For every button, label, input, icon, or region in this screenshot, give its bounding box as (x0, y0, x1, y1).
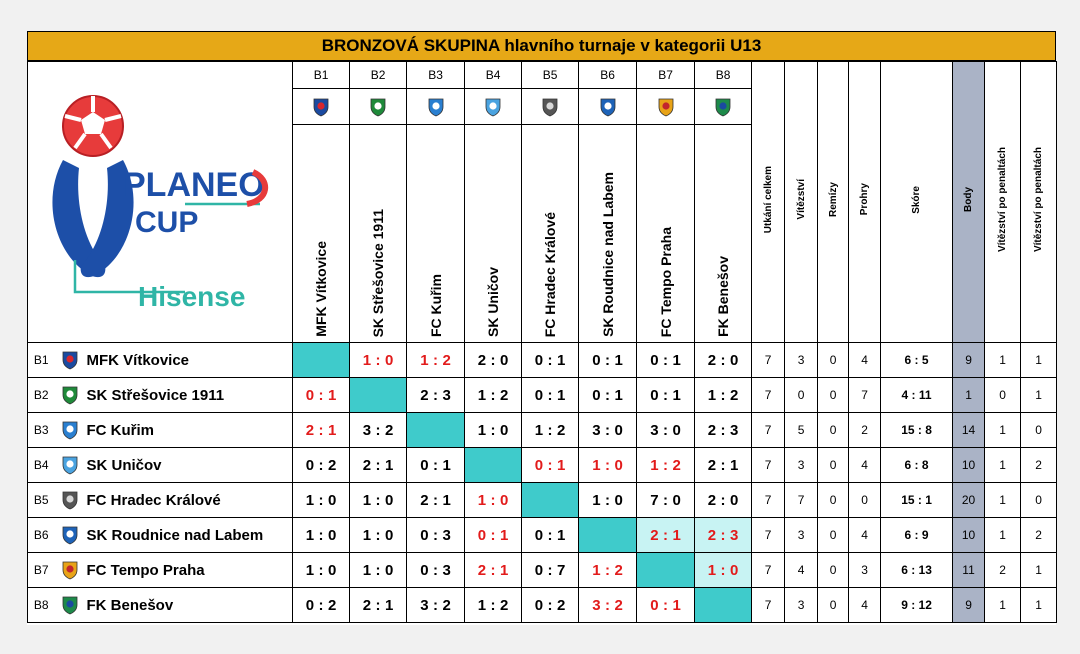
stat-header-pen-wins-a (985, 62, 1021, 343)
match-result: 1 : 2 (522, 413, 579, 448)
stat-header-pen-wins-b (1021, 62, 1057, 343)
column-code-b3: B3 (407, 62, 465, 89)
stat-draws: 0 (818, 483, 849, 518)
column-crest (695, 89, 752, 125)
column-team-name (522, 125, 579, 343)
stat-played: 7 (752, 518, 785, 553)
match-result: 0 : 1 (637, 378, 695, 413)
planeo-cup-logo (28, 62, 293, 343)
column-team-name-label: SK Střešovice 1911 (370, 208, 387, 337)
stat-pen-wins-a: 1 (985, 518, 1021, 553)
stat-draws: 0 (818, 448, 849, 483)
row-team-name: MFK Vítkovice (85, 343, 293, 378)
stat-draws: 0 (818, 588, 849, 623)
column-code-b2: B2 (350, 62, 407, 89)
fc-tempo-praha-crest-icon (61, 560, 79, 580)
column-code-b7: B7 (637, 62, 695, 89)
column-crest (293, 89, 350, 125)
stat-losses: 2 (849, 413, 881, 448)
sk-unicov-crest-icon (484, 97, 502, 117)
match-result: 0 : 7 (522, 553, 579, 588)
column-crest (637, 89, 695, 125)
stat-draws: 0 (818, 378, 849, 413)
column-team-name-label: FC Kuřim (427, 274, 444, 337)
stat-wins: 0 (785, 378, 818, 413)
stat-pen-wins-b: 1 (1021, 588, 1057, 623)
match-result: 0 : 1 (522, 343, 579, 378)
match-result: 0 : 1 (579, 343, 637, 378)
stat-wins: 3 (785, 448, 818, 483)
row-code: B1 (28, 343, 55, 378)
stat-header-score (881, 62, 953, 343)
diagonal-cell (695, 588, 752, 623)
stat-played: 7 (752, 588, 785, 623)
stat-losses: 4 (849, 588, 881, 623)
match-result: 0 : 1 (522, 518, 579, 553)
diagonal-cell (350, 378, 407, 413)
stat-pen-wins-b: 2 (1021, 518, 1057, 553)
match-result: 1 : 0 (293, 553, 350, 588)
row-team-name: FC Tempo Praha (85, 553, 293, 588)
stat-draws: 0 (818, 413, 849, 448)
logo-main-text: PLANEO (123, 165, 265, 204)
stat-header-label: Vítězství po penaltách (997, 146, 1009, 253)
table-row (28, 553, 1057, 588)
column-team-name (407, 125, 465, 343)
column-code-b5: B5 (522, 62, 579, 89)
match-result: 2 : 0 (695, 343, 752, 378)
match-result: 2 : 1 (637, 518, 695, 553)
stat-header-draws (818, 62, 849, 343)
stat-losses: 4 (849, 518, 881, 553)
match-result: 1 : 0 (293, 518, 350, 553)
stat-pen-wins-a: 0 (985, 378, 1021, 413)
match-result: 2 : 1 (695, 448, 752, 483)
stat-header-label: Vítězství (795, 179, 807, 220)
row-team-name: FC Kuřim (85, 413, 293, 448)
diagonal-cell (407, 413, 465, 448)
stat-pen-wins-b: 0 (1021, 413, 1057, 448)
column-team-name (579, 125, 637, 343)
fk-benesov-crest-icon (714, 97, 732, 117)
match-result: 2 : 3 (695, 413, 752, 448)
row-team-name: SK Uničov (85, 448, 293, 483)
stat-header-losses (849, 62, 881, 343)
stat-header-label: Skóre (911, 185, 923, 214)
table-row (28, 413, 1057, 448)
match-result: 0 : 1 (637, 588, 695, 623)
match-result: 3 : 2 (407, 588, 465, 623)
stat-losses: 3 (849, 553, 881, 588)
table-row (28, 343, 1057, 378)
match-result: 1 : 0 (350, 518, 407, 553)
row-crest (55, 518, 85, 553)
match-result: 1 : 0 (579, 448, 637, 483)
stat-header-label: Utkání celkem (762, 165, 774, 234)
logo-cup-text: CUP (135, 205, 199, 239)
match-result: 1 : 0 (579, 483, 637, 518)
match-result: 1 : 2 (465, 378, 522, 413)
column-team-name-label: SK Roudnice nad Labem (599, 172, 616, 337)
stat-wins: 4 (785, 553, 818, 588)
stat-losses: 4 (849, 343, 881, 378)
match-result: 1 : 0 (465, 413, 522, 448)
stat-header-label: Remízy (827, 181, 839, 217)
stat-points: 20 (953, 483, 985, 518)
stat-played: 7 (752, 378, 785, 413)
fc-hradec-kralove-crest-icon (61, 490, 79, 510)
mfk-vitkovice-crest-icon (61, 350, 79, 370)
row-code: B7 (28, 553, 55, 588)
match-result: 0 : 1 (407, 448, 465, 483)
match-result: 1 : 0 (695, 553, 752, 588)
column-team-name (350, 125, 407, 343)
stat-losses: 7 (849, 378, 881, 413)
row-code: B4 (28, 448, 55, 483)
stat-pen-wins-a: 2 (985, 553, 1021, 588)
table-row (28, 378, 1057, 413)
column-team-name-label: FC Tempo Praha (657, 226, 674, 337)
match-result: 1 : 0 (293, 483, 350, 518)
row-crest (55, 483, 85, 518)
stat-points: 10 (953, 518, 985, 553)
stat-played: 7 (752, 413, 785, 448)
sk-roudnice-crest-icon (61, 525, 79, 545)
stat-pen-wins-b: 2 (1021, 448, 1057, 483)
match-result: 0 : 2 (293, 588, 350, 623)
stat-played: 7 (752, 343, 785, 378)
column-team-name-label: SK Uničov (485, 266, 502, 337)
row-code: B8 (28, 588, 55, 623)
stat-score: 6 : 5 (881, 343, 953, 378)
logo-sponsor-text: Hisense (138, 280, 246, 312)
match-result: 0 : 1 (579, 378, 637, 413)
match-result: 2 : 3 (407, 378, 465, 413)
match-result: 3 : 0 (637, 413, 695, 448)
stat-played: 7 (752, 448, 785, 483)
stat-header-label: Body (963, 187, 975, 212)
table-row (28, 448, 1057, 483)
stat-points: 1 (953, 378, 985, 413)
stat-pen-wins-a: 1 (985, 413, 1021, 448)
stat-pen-wins-a: 1 (985, 483, 1021, 518)
stat-pen-wins-a: 1 (985, 588, 1021, 623)
match-result: 0 : 1 (293, 378, 350, 413)
stat-pen-wins-b: 0 (1021, 483, 1057, 518)
fc-hradec-kralove-crest-icon (541, 97, 559, 117)
column-team-name (465, 125, 522, 343)
stat-score: 6 : 8 (881, 448, 953, 483)
column-crest (579, 89, 637, 125)
row-team-name: SK Roudnice nad Labem (85, 518, 293, 553)
row-code: B5 (28, 483, 55, 518)
stat-pen-wins-b: 1 (1021, 553, 1057, 588)
stat-losses: 4 (849, 448, 881, 483)
sk-stresovice-crest-icon (61, 385, 79, 405)
stat-score: 4 : 11 (881, 378, 953, 413)
match-result: 2 : 3 (695, 518, 752, 553)
stat-played: 7 (752, 553, 785, 588)
sk-unicov-crest-icon (61, 455, 79, 475)
match-result: 2 : 1 (407, 483, 465, 518)
column-team-name-label: FC Hradec Králové (542, 211, 559, 337)
diagonal-cell (293, 343, 350, 378)
stat-score: 6 : 9 (881, 518, 953, 553)
stat-header-played (752, 62, 785, 343)
row-crest (55, 413, 85, 448)
stat-points: 9 (953, 588, 985, 623)
match-result: 2 : 1 (350, 588, 407, 623)
fc-kurim-crest-icon (427, 97, 445, 117)
column-code-b6: B6 (579, 62, 637, 89)
stat-draws: 0 (818, 343, 849, 378)
stat-wins: 3 (785, 588, 818, 623)
stat-points: 10 (953, 448, 985, 483)
match-result: 7 : 0 (637, 483, 695, 518)
match-result: 0 : 1 (637, 343, 695, 378)
stat-score: 15 : 8 (881, 413, 953, 448)
mfk-vitkovice-crest-icon (312, 97, 330, 117)
stat-pen-wins-a: 1 (985, 343, 1021, 378)
row-team-name: FK Benešov (85, 588, 293, 623)
row-team-name: SK Střešovice 1911 (85, 378, 293, 413)
row-team-name: FC Hradec Králové (85, 483, 293, 518)
row-code: B2 (28, 378, 55, 413)
column-code-b8: B8 (695, 62, 752, 89)
match-result: 0 : 2 (522, 588, 579, 623)
column-code-b4: B4 (465, 62, 522, 89)
stat-header-label: Vítězství po penaltách (1033, 146, 1045, 253)
match-result: 1 : 2 (695, 378, 752, 413)
page-title: BRONZOVÁ SKUPINA hlavního turnaje v kategorii U13 (27, 31, 1056, 61)
table-row (28, 518, 1057, 553)
column-team-name (293, 125, 350, 343)
column-team-name-label: MFK Vítkovice (313, 241, 330, 337)
stat-losses: 0 (849, 483, 881, 518)
sk-stresovice-crest-icon (369, 97, 387, 117)
match-result: 2 : 0 (695, 483, 752, 518)
stat-wins: 3 (785, 343, 818, 378)
stat-points: 14 (953, 413, 985, 448)
table-row (28, 483, 1057, 518)
row-code: B3 (28, 413, 55, 448)
stat-pen-wins-b: 1 (1021, 378, 1057, 413)
match-result: 1 : 0 (350, 483, 407, 518)
planeo-cup-logo-graphic (35, 80, 285, 320)
column-crest (522, 89, 579, 125)
stat-pen-wins-a: 1 (985, 448, 1021, 483)
row-code: B6 (28, 518, 55, 553)
match-result: 1 : 2 (579, 553, 637, 588)
diagonal-cell (637, 553, 695, 588)
stat-points: 11 (953, 553, 985, 588)
diagonal-cell (579, 518, 637, 553)
match-result: 2 : 1 (293, 413, 350, 448)
column-crest (465, 89, 522, 125)
fc-tempo-praha-crest-icon (657, 97, 675, 117)
column-team-name (695, 125, 752, 343)
match-result: 0 : 1 (465, 518, 522, 553)
row-crest (55, 378, 85, 413)
stat-header-points (953, 62, 985, 343)
stat-points: 9 (953, 343, 985, 378)
stat-wins: 3 (785, 518, 818, 553)
column-crest (350, 89, 407, 125)
match-result: 2 : 0 (465, 343, 522, 378)
column-crest (407, 89, 465, 125)
stat-score: 6 : 13 (881, 553, 953, 588)
match-result: 0 : 1 (522, 378, 579, 413)
stat-wins: 5 (785, 413, 818, 448)
match-result: 0 : 3 (407, 518, 465, 553)
match-result: 3 : 0 (579, 413, 637, 448)
row-crest (55, 588, 85, 623)
match-result: 1 : 0 (350, 553, 407, 588)
stat-draws: 0 (818, 518, 849, 553)
fc-kurim-crest-icon (61, 420, 79, 440)
column-team-name (637, 125, 695, 343)
stat-score: 15 : 1 (881, 483, 953, 518)
column-code-b1: B1 (293, 62, 350, 89)
match-result: 1 : 0 (465, 483, 522, 518)
row-crest (55, 448, 85, 483)
match-result: 2 : 1 (350, 448, 407, 483)
stat-played: 7 (752, 483, 785, 518)
match-result: 2 : 1 (465, 553, 522, 588)
stat-draws: 0 (818, 553, 849, 588)
diagonal-cell (465, 448, 522, 483)
match-result: 1 : 2 (465, 588, 522, 623)
match-result: 0 : 1 (522, 448, 579, 483)
match-result: 3 : 2 (579, 588, 637, 623)
stat-wins: 7 (785, 483, 818, 518)
match-result: 1 : 0 (350, 343, 407, 378)
row-crest (55, 343, 85, 378)
sk-roudnice-crest-icon (599, 97, 617, 117)
match-result: 0 : 2 (293, 448, 350, 483)
match-result: 1 : 2 (407, 343, 465, 378)
stat-header-label: Prohry (859, 183, 871, 216)
row-crest (55, 553, 85, 588)
stat-pen-wins-b: 1 (1021, 343, 1057, 378)
match-result: 1 : 2 (637, 448, 695, 483)
column-team-name-label: FK Benešov (715, 256, 732, 337)
stat-score: 9 : 12 (881, 588, 953, 623)
table-row (28, 588, 1057, 623)
stat-header-wins (785, 62, 818, 343)
match-result: 0 : 3 (407, 553, 465, 588)
standings-table (27, 61, 1057, 623)
fk-benesov-crest-icon (61, 595, 79, 615)
diagonal-cell (522, 483, 579, 518)
standings-sheet (27, 31, 1056, 625)
match-result: 3 : 2 (350, 413, 407, 448)
